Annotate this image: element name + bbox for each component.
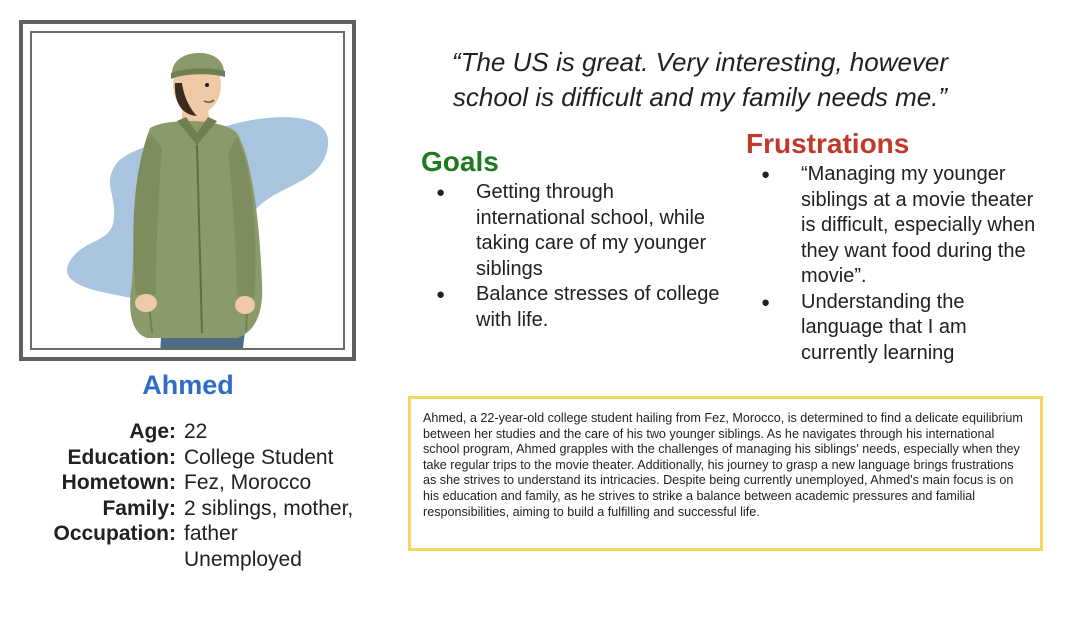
family-value-line1: 2 siblings, mother,: [184, 496, 354, 520]
persona-bio: Ahmed, a 22-year-old college student hailing from Fez, Morocco, is determined to find a delicate equilibrium between her studies and the care of his two younger siblings. As he navigates through his international school program, Ahmed grapples with the challenges of managing his siblings' needs, especially when they take regular trips to the movie theater. Additionally, his journey to grasp a new language brings frustrations as she strives to understand its intricacies. Despite being currently unemployed, Ahmed's main focus is on his education and family, as he strives to strike a balance between academic pressures and familial responsibilities, aiming to build a fulfilling and successful life.: [408, 396, 1043, 551]
quote-line-1: “The US is great. Very interesting, however: [451, 47, 949, 77]
age-label: Age:: [129, 420, 176, 443]
quote-line-2: school is difficult and my family needs me.”: [452, 82, 948, 112]
persona-name: Ahmed: [142, 370, 234, 400]
occupation-value: Unemployed: [184, 547, 302, 571]
frustrations-heading: Frustrations: [746, 128, 910, 159]
education-value: College Student: [184, 445, 334, 469]
education-label: Education:: [67, 445, 176, 469]
frustration-item: ● “Managing my younger siblings at a movie theater is difficult, especially when they want food during the movie”.: [747, 162, 1047, 290]
persona-info-values: [184, 419, 384, 572]
hometown-label: Hometown:: [61, 471, 176, 494]
age-value: 22: [184, 420, 208, 443]
occupation-label: Occupation:: [53, 522, 176, 545]
avatar-illustration-icon: [32, 33, 345, 350]
persona-photo: [30, 31, 345, 350]
persona-info-labels: [20, 419, 176, 547]
hometown-value: Fez, Morocco: [184, 471, 312, 494]
goals-list: [422, 180, 722, 333]
frustration-item: ● Understanding the language that I am currently learning: [747, 290, 1047, 367]
family-label: Family:: [102, 496, 176, 520]
family-value-line2: father: [184, 522, 238, 545]
goal-item: ● Getting through international school, while taking care of my younger siblings: [422, 180, 722, 282]
persona-quote: [400, 45, 1000, 115]
goal-item: ● Balance stresses of college with life.: [422, 282, 722, 333]
goals-heading: Goals: [421, 146, 499, 177]
persona-photo-frame: [19, 20, 356, 361]
frustrations-list: [747, 162, 1047, 366]
